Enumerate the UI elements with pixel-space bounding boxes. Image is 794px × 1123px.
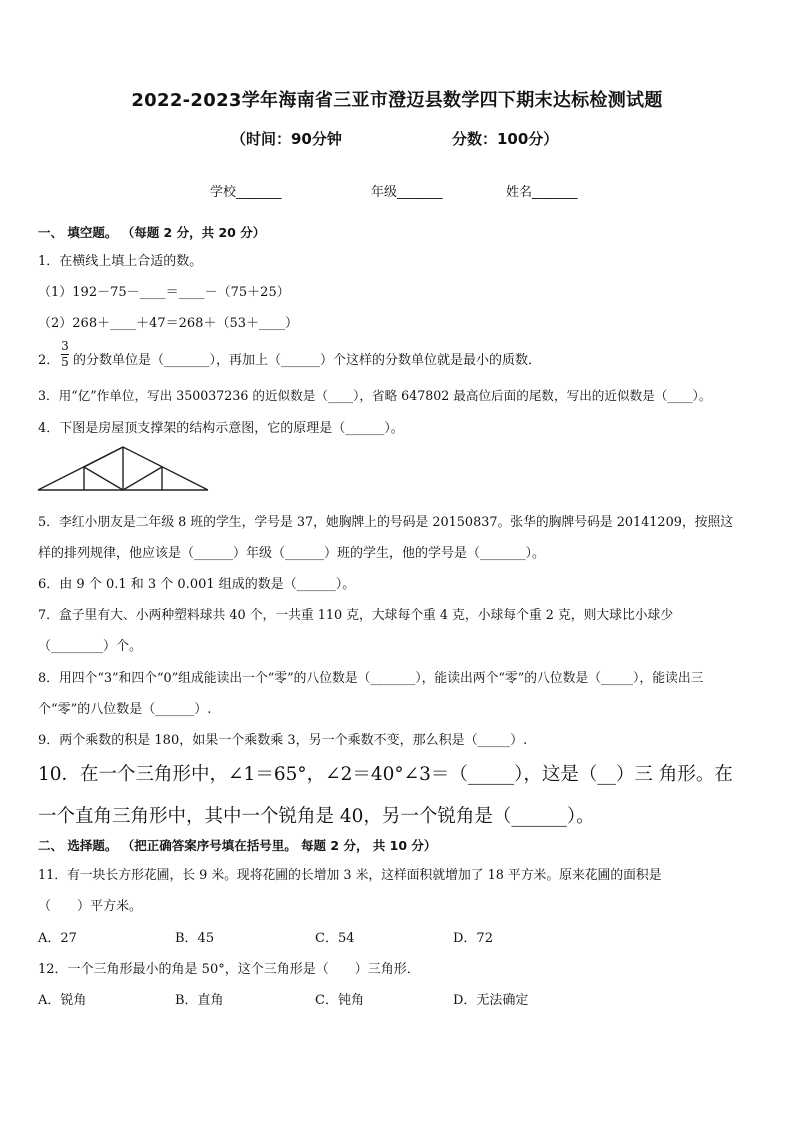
section-2-heading: 二、 选择题。 （把正确答案序号填在括号里。 每题 2 分， 共 10 分） — [38, 838, 437, 853]
fraction-denominator: 5 — [61, 355, 69, 369]
question-1: 1．在横线上填上合适的数。 — [38, 254, 203, 269]
question-3: 3．用“亿”作单位，写出 350037236 的近似数是（____），省略 647802 最高位后面的尾数，写出的近似数是（____）。 — [38, 388, 712, 403]
q11-option-c: C．54 — [315, 931, 355, 946]
question-1b: （2）268＋____＋47＝268＋（53＋____） — [38, 316, 298, 331]
question-9: 9．两个乘数的积是 180，如果一个乘数乘 3，另一个乘数不变，那么积是（_____）. — [38, 733, 528, 748]
question-5-line-2: 样的排列规律，他应该是（______）年级（______）班的学生，他的学号是（_______）。 — [38, 546, 546, 561]
question-10-line-1: 10．在一个三角形中，∠1＝65°，∠2＝40°∠3＝（_____），这是（__）三 角形。在 — [38, 764, 733, 785]
question-10-line-2: 一个直角三角形中，其中一个锐角是 40，另一个锐角是（______）。 — [38, 806, 595, 827]
q11-option-d: D．72 — [453, 931, 493, 946]
q11-option-a: A．27 — [38, 931, 77, 946]
question-7-line-1: 7．盒子里有大、小两种塑料球共 40 个，一共重 110 克，大球每个重 4 克，小球每个重 2 克，则大球比小球少 — [38, 608, 674, 623]
question-4: 4．下图是房屋顶支撑架的结构示意图，它的原理是（______）。 — [38, 421, 404, 436]
question-11-line-2: （ ）平方米。 — [38, 899, 143, 914]
fraction-numerator: 3 — [61, 339, 69, 353]
q12-option-a: A．锐角 — [38, 993, 87, 1008]
name-field: 姓名_______ — [506, 185, 578, 200]
q12-option-c: C．钝角 — [315, 993, 364, 1008]
q12-option-b: B．直角 — [175, 993, 224, 1008]
section-1-heading: 一、 填空题。 （每题 2 分，共 20 分） — [38, 225, 266, 240]
question-2: 的分数单位是（_______），再加上（______）个这样的分数单位就是最小的质数． — [73, 353, 542, 368]
fraction-three-fifths — [60, 339, 70, 370]
q11-option-b: B．45 — [175, 931, 215, 946]
question-11-line-1: 11．有一块长方形花圃，长 9 米。现将花圃的长增加 3 米，这样面积就增加了 18 平方米。原来花圃的面积是 — [38, 868, 662, 883]
question-5-line-1: 5．李红小朋友是二年级 8 班的学生，学号是 37，她胸牌上的号码是 20150837。张华的胸牌号码是 20141209，按照这 — [38, 515, 734, 530]
question-8-line-2: 个“零”的八位数是（______）. — [38, 702, 212, 717]
question-1a: （1）192－75－____＝____－（75＋25） — [38, 285, 290, 300]
grade-field: 年级_______ — [371, 185, 443, 200]
question-7-line-2: （________）个。 — [38, 639, 143, 654]
question-12: 12．一个三角形最小的角是 50°，这个三角形是（ ）三角形． — [38, 962, 420, 977]
page-title: 2022-2023学年海南省三亚市澄迈县数学四下期末达标检测试题 — [131, 90, 663, 111]
school-field: 学校_______ — [210, 185, 282, 200]
exam-score: 分数：100分） — [452, 130, 559, 148]
question-6: 6．由 9 个 0.1 和 3 个 0.001 组成的数是（______）。 — [38, 577, 356, 592]
exam-time: （时间：90分钟 — [231, 130, 342, 148]
q12-option-d: D．无法确定 — [453, 993, 529, 1008]
roof-truss-diagram — [36, 443, 211, 493]
question-8-line-1: 8．用四个“3”和四个“0”组成能读出一个“零”的八位数是（_______），能读出两个“零”的八位数是（_____），能读出三 — [38, 671, 704, 686]
question-2-number: 2． — [38, 353, 60, 368]
